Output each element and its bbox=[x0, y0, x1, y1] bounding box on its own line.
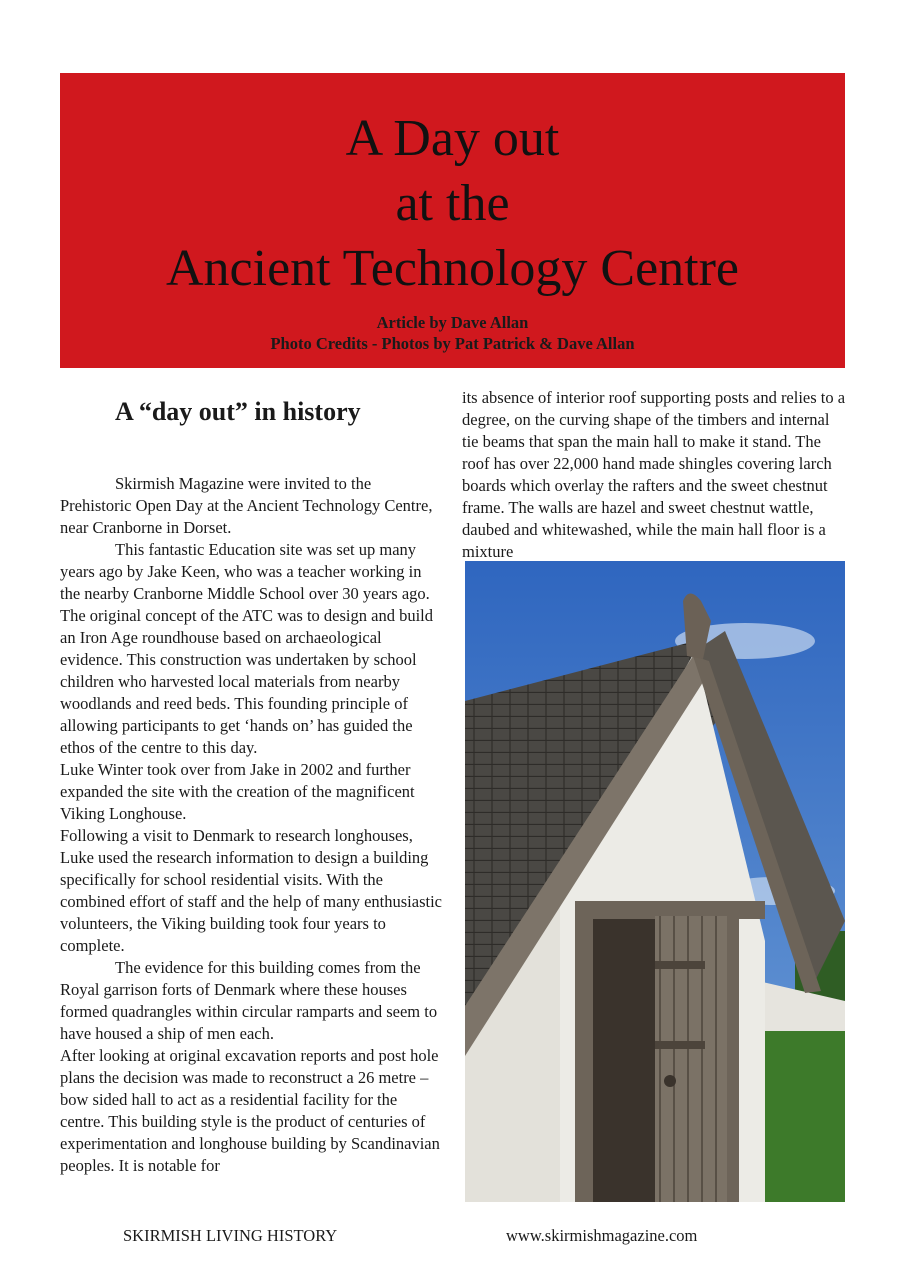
door-frame-left bbox=[575, 901, 593, 1202]
door-handle bbox=[664, 1075, 676, 1087]
article-paragraph: After looking at original excavation reports and post hole plans the decision was made to reconstruct a 26 metre – bow sided hall to act as a residential facility for the centre. This building style is the product of centuries of experimentation and longhouse building by Scandinavian peoples. It is notable for bbox=[60, 1046, 440, 1175]
photo-credits: Photo Credits - Photos by Pat Patrick & Dave Allan bbox=[270, 334, 635, 353]
article-paragraph: Luke Winter took over from Jake in 2002 and further expanded the site with the creation of the magnificent Viking Longhouse. bbox=[60, 760, 415, 823]
title-line-3: Ancient Technology Centre bbox=[165, 240, 739, 297]
door bbox=[655, 916, 727, 1202]
door-frame-right bbox=[725, 901, 739, 1202]
door-hinge bbox=[655, 1041, 705, 1049]
article-paragraph: The evidence for this building comes from the Royal garrison forts of Denmark where these houses formed quadrangles within circular ramparts and seem to have housed a ship of men each. bbox=[60, 958, 438, 1043]
title-banner bbox=[60, 73, 845, 368]
article-column-right bbox=[462, 387, 847, 563]
section-heading: A “day out” in history bbox=[115, 397, 361, 426]
footer-publication: SKIRMISH LIVING HISTORY bbox=[123, 1226, 338, 1245]
byline: Article by Dave Allan bbox=[376, 313, 529, 332]
longhouse-illustration bbox=[465, 561, 845, 1202]
article-column-left bbox=[60, 392, 444, 1177]
longhouse-photo bbox=[465, 561, 845, 1202]
credits bbox=[60, 312, 845, 354]
door-hinge bbox=[655, 961, 705, 969]
title-line-1: A Day out bbox=[345, 110, 560, 167]
page-title bbox=[60, 106, 845, 301]
title-line-2: at the bbox=[395, 175, 510, 232]
door-opening bbox=[593, 919, 655, 1202]
footer-website[interactable]: www.skirmishmagazine.com bbox=[506, 1226, 698, 1245]
article-paragraph: Following a visit to Denmark to research longhouses, Luke used the research information to design a building specifically for school residential visits. With the combined effort of staff and the help of many enthusiastic volunteers, the Viking building took four years to complete. bbox=[60, 826, 442, 955]
article-paragraph-continued: its absence of interior roof supporting posts and relies to a degree, on the curving shape of the timbers and internal tie beams that span the main hall to make it stand. The roof has over 22,000 hand made shingles covering larch boards which overlay the rafters and the sweet chestnut frame. The walls are hazel and sweet chestnut wattle, daubed and whitewashed, while the main hall floor is a mixture bbox=[462, 388, 846, 561]
article-paragraph: Skirmish Magazine were invited to the Prehistoric Open Day at the Ancient Technology Centre, near Cranborne in Dorset. bbox=[60, 474, 433, 537]
article-paragraph: This fantastic Education site was set up many years ago by Jake Keen, who was a teacher working in the nearby Cranborne Middle School over 30 years ago. The original concept of the ATC was to design and build an Iron Age roundhouse based on archaeological evidence. This construction was undertaken by school children who harvested local materials from nearby woodlands and reed beds. This founding principle of allowing participants to get ‘hands on’ has guided the ethos of the centre to this day. bbox=[60, 540, 434, 757]
